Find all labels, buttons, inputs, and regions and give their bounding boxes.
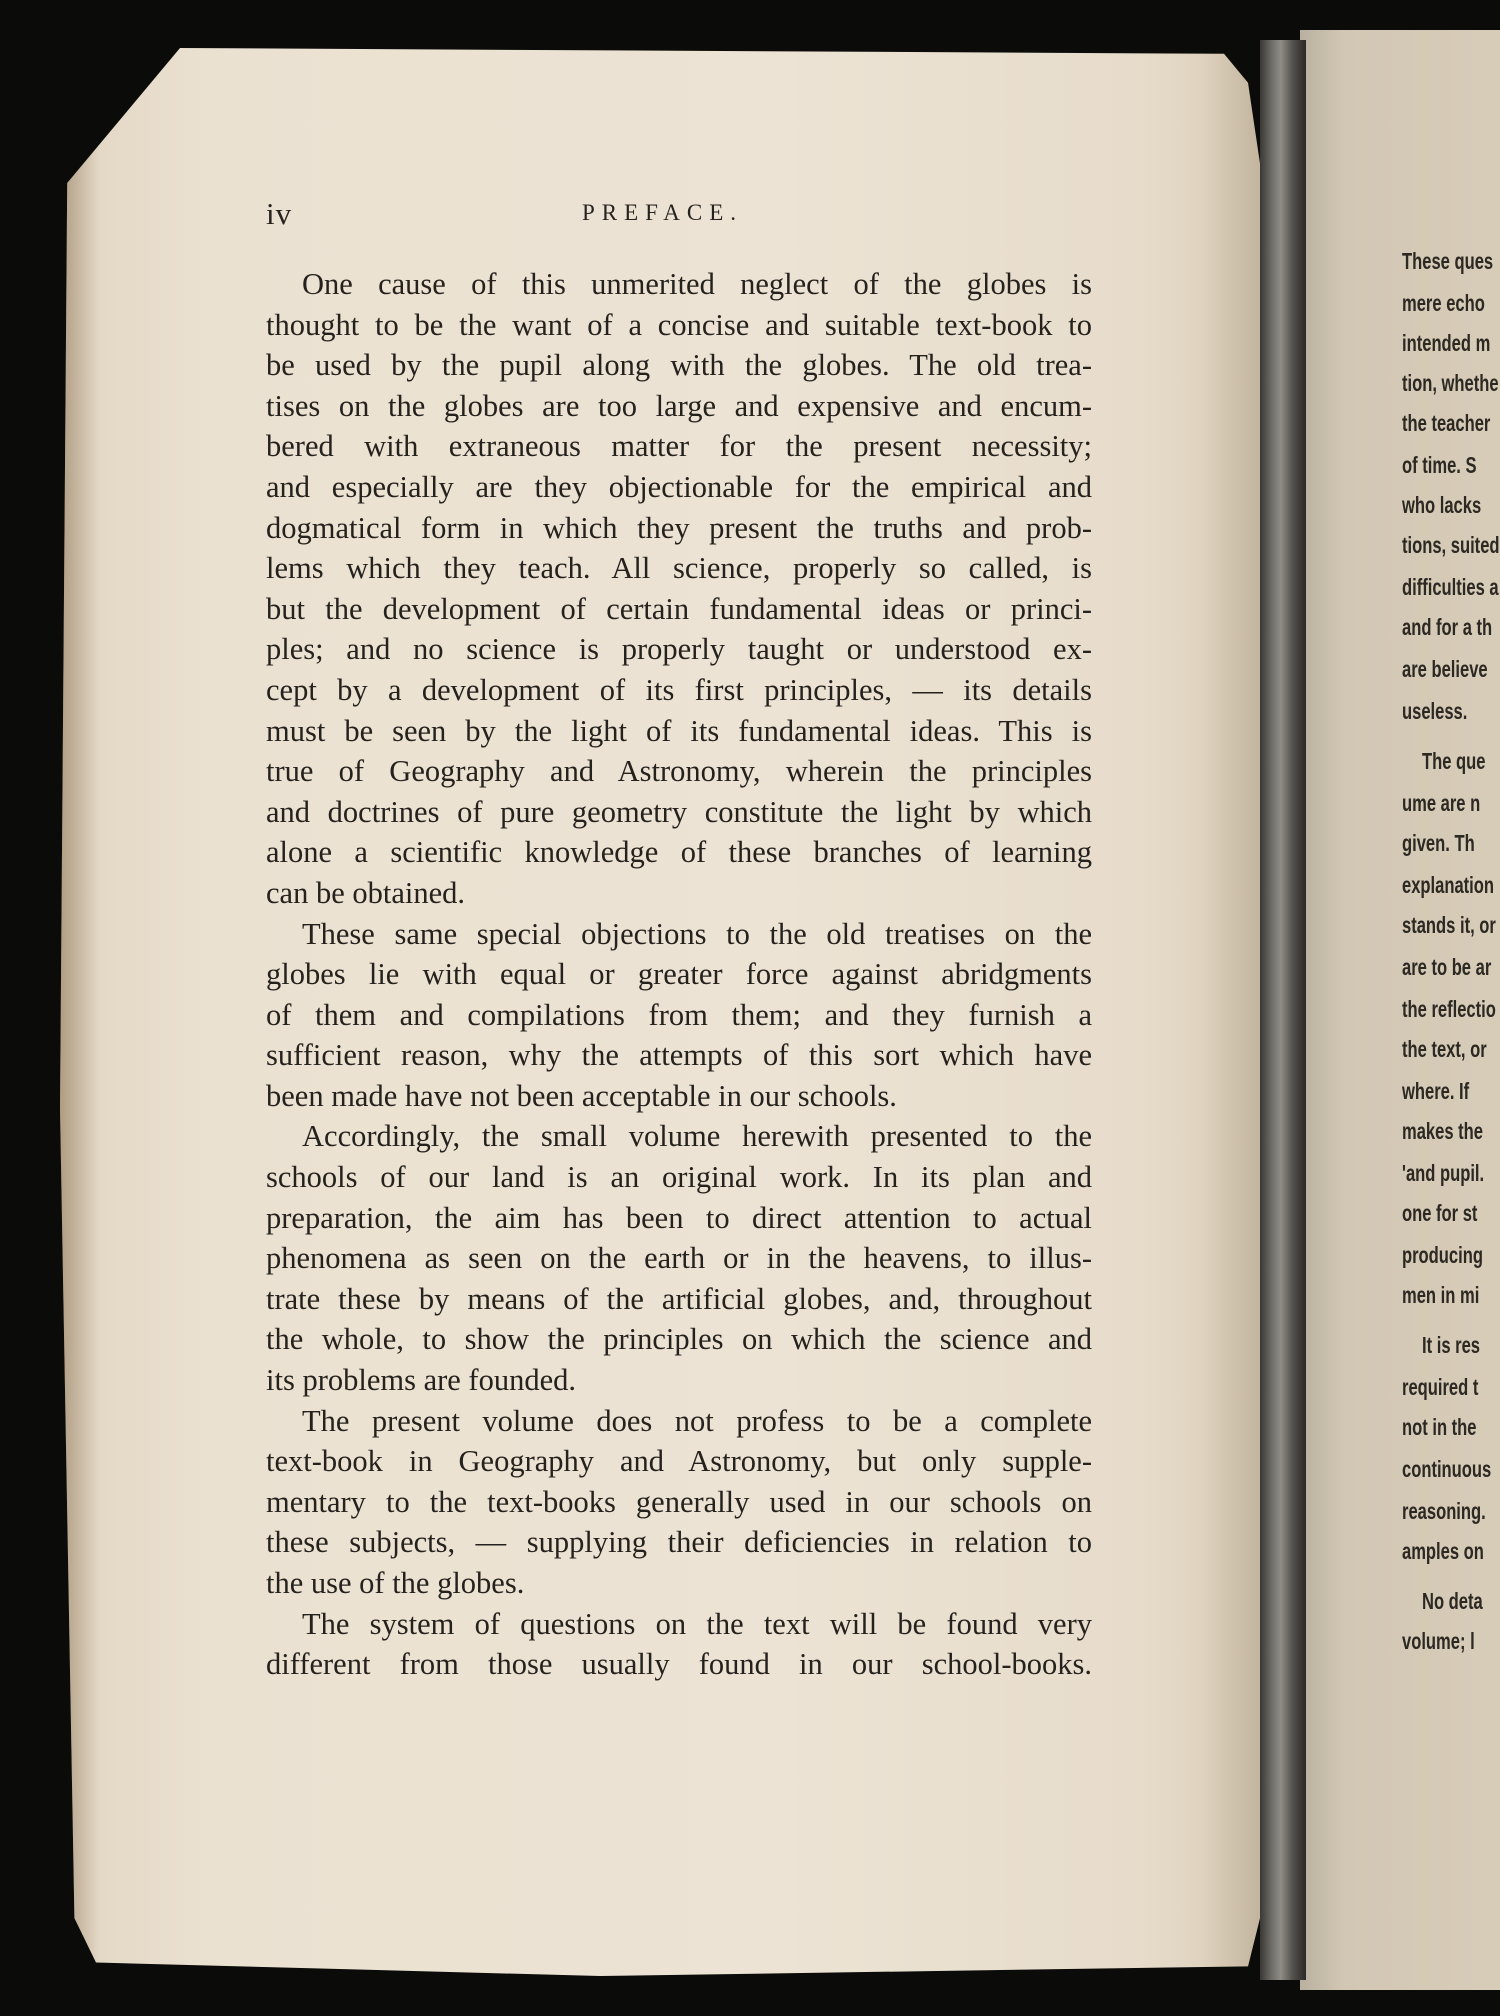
- text-line: ples; and no science is properly taught or understood ex-: [266, 632, 1092, 667]
- text-line: the use of the globes.: [266, 1566, 525, 1600]
- facing-page-line: intended m: [1402, 330, 1491, 356]
- facing-page-line: explanation: [1402, 872, 1495, 898]
- facing-page-line: difficulties a: [1402, 574, 1499, 600]
- running-head: [262, 196, 1092, 236]
- page-edge-shadow: [1200, 48, 1260, 1976]
- text-line: these subjects, — supplying their deficiencies in relation to: [266, 1525, 1092, 1560]
- text-line: trate these by means of the artificial globes, and, throughout: [266, 1281, 1092, 1316]
- facing-page-line: No deta: [1422, 1588, 1483, 1614]
- facing-page-line: the text, or: [1402, 1036, 1487, 1062]
- text-line: its problems are founded.: [266, 1363, 577, 1398]
- facing-page-line: not in the: [1402, 1414, 1477, 1440]
- facing-page-line: It is res: [1422, 1332, 1480, 1358]
- text-line: preparation, the aim has been to direct attention to actual: [266, 1200, 1092, 1235]
- text-line: The present volume does not profess to be a complete: [302, 1403, 1092, 1438]
- facing-page-line: men in mi: [1402, 1282, 1480, 1308]
- facing-page-line: and for a th: [1402, 614, 1493, 640]
- text-line: can be obtained.: [266, 875, 466, 910]
- text-line: of them and compilations from them; and they furnish a: [266, 997, 1092, 1032]
- facing-page-line: who lacks: [1402, 492, 1482, 518]
- text-line: globes lie with equal or greater force against abridgments: [266, 957, 1092, 992]
- text-line: tises on the globes are too large and expensive and encum-: [266, 388, 1092, 423]
- text-line: must be seen by the light of its fundamental ideas. This is: [266, 713, 1092, 748]
- facing-page-line: These ques: [1402, 248, 1494, 274]
- text-line: One cause of this unmerited neglect of the globes is: [302, 267, 1092, 301]
- text-line: and doctrines of pure geometry constitute the light by which: [266, 794, 1092, 829]
- facing-page-line: are to be ar: [1402, 954, 1492, 980]
- facing-page-line: volume; l: [1402, 1628, 1475, 1654]
- facing-page-line: useless.: [1402, 698, 1468, 724]
- text-line: and especially are they objectionable for the empirical and: [266, 469, 1092, 504]
- text-line: text-book in Geography and Astronomy, but only supple-: [266, 1444, 1092, 1479]
- text-line: sufficient reason, why the attempts of this sort which have: [266, 1038, 1092, 1073]
- text-line: true of Geography and Astronomy, wherein the principles: [266, 754, 1092, 789]
- text-line: lems which they teach. All science, properly so called, is: [266, 551, 1092, 586]
- facing-page-line: of time. S: [1402, 452, 1477, 478]
- facing-page-line: makes the: [1402, 1118, 1484, 1144]
- text-line: the whole, to show the principles on which the science and: [266, 1322, 1092, 1357]
- facing-page-line: amples on: [1402, 1538, 1484, 1564]
- facing-page-line: are believe: [1402, 656, 1488, 682]
- facing-page-line: tions, suited: [1402, 532, 1500, 558]
- text-line: alone a scientific knowledge of these branches of learning: [266, 835, 1092, 870]
- text-line: Accordingly, the small volume herewith presented to the: [302, 1119, 1092, 1154]
- text-line: bered with extraneous matter for the present necessity;: [266, 429, 1092, 464]
- facing-page-line: reasoning.: [1402, 1498, 1486, 1524]
- facing-page-line: the reflectio: [1402, 996, 1496, 1022]
- facing-page-line: the teacher: [1402, 410, 1491, 436]
- facing-page-line: continuous: [1402, 1456, 1492, 1482]
- text-line: schools of our land is an original work. In its plan and: [266, 1160, 1092, 1195]
- text-line: mentary to the text-books generally used in our schools on: [266, 1484, 1092, 1519]
- facing-page-line: producing: [1402, 1242, 1483, 1268]
- page-number: iv: [266, 196, 293, 231]
- facing-page-line: stands it, or: [1402, 912, 1496, 938]
- text-line: different from those usually found in our school-books.: [266, 1647, 1092, 1682]
- text-line: These same special objections to the old treatises on the: [302, 916, 1092, 951]
- facing-page-line: required t: [1402, 1374, 1479, 1400]
- text-line: cept by a development of its first principles, — its details: [266, 672, 1092, 707]
- text-line: phenomena as seen on the earth or in the heavens, to illus-: [266, 1241, 1092, 1276]
- text-line: be used by the pupil along with the globes. The old trea-: [266, 348, 1092, 383]
- text-line: The system of questions on the text will be found very: [302, 1606, 1092, 1641]
- book-gutter: [1260, 40, 1306, 1980]
- facing-page-line: mere echo: [1402, 290, 1485, 316]
- facing-page-line: where. If: [1402, 1078, 1470, 1104]
- facing-page-line: 'and pupil.: [1402, 1160, 1485, 1186]
- facing-page-line: given. Th: [1402, 830, 1475, 856]
- text-line: thought to be the want of a concise and suitable text-book to: [266, 307, 1092, 342]
- facing-page-line: The que: [1422, 748, 1486, 774]
- facing-page-line: one for st: [1402, 1200, 1478, 1226]
- page-shadow: [60, 48, 100, 1976]
- facing-page-line: tion, whethe: [1402, 370, 1499, 396]
- facing-page-line: ume are n: [1402, 790, 1481, 816]
- body-text: [266, 264, 1092, 1685]
- text-line: dogmatical form in which they present the truths and prob-: [266, 510, 1092, 545]
- running-title: PREFACE.: [582, 200, 744, 225]
- text-line: but the development of certain fundamental ideas or princi-: [266, 591, 1092, 626]
- text-line: been made have not been acceptable in our schools.: [266, 1078, 897, 1113]
